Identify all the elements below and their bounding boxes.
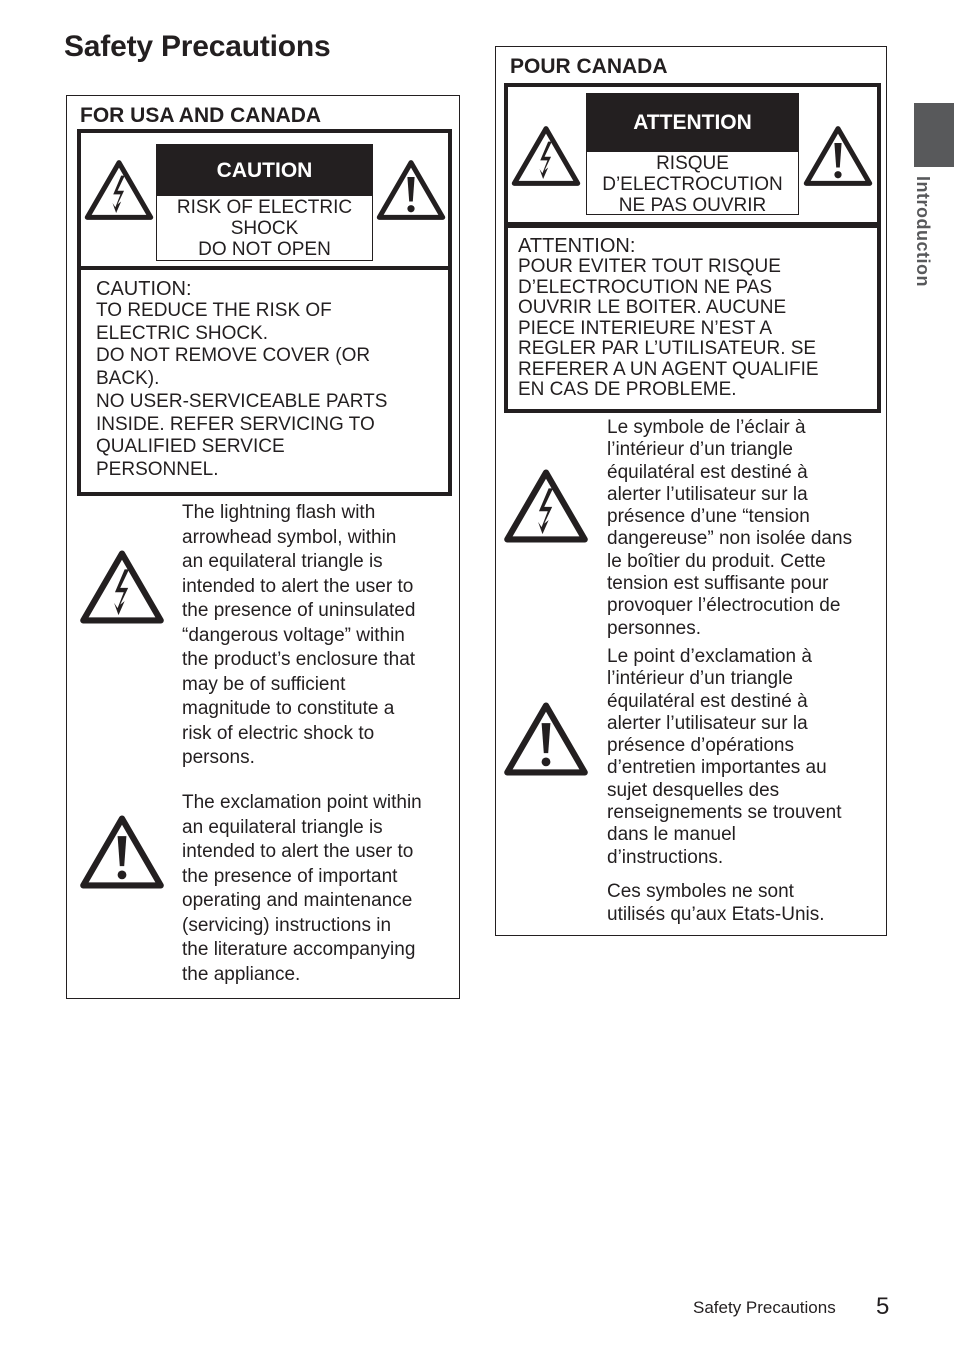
caution-line: ELECTRIC SHOCK. bbox=[96, 322, 269, 344]
text-line: d’instructions. bbox=[607, 846, 724, 868]
canada-label-text bbox=[587, 152, 798, 216]
text-line: persons. bbox=[182, 747, 255, 768]
text-line: intended to alert the user to bbox=[182, 841, 414, 862]
text-line: sujet desquelles des bbox=[607, 779, 780, 801]
attention-line: EN CAS DE PROBLEME. bbox=[518, 379, 737, 400]
canada-attention-box bbox=[504, 222, 881, 413]
text-line: Le symbole de l’éclair à bbox=[607, 417, 806, 438]
usa-label-text bbox=[157, 196, 372, 260]
text-line: arrowhead symbol, within bbox=[182, 526, 397, 548]
text-line: The exclamation point within bbox=[182, 792, 422, 813]
text-line: (servicing) instructions in bbox=[182, 914, 392, 936]
usa-exclamation-description bbox=[182, 791, 452, 987]
lightning-warning-icon bbox=[78, 547, 166, 627]
text-line: Ces symboles ne sont bbox=[607, 881, 794, 902]
canada-lightning-description bbox=[607, 417, 879, 640]
text-line: l’intérieur d’un triangle bbox=[607, 439, 793, 461]
label-line: RISQUE bbox=[656, 153, 729, 174]
text-line: Le point d’exclamation à bbox=[607, 646, 812, 667]
text-line: alerter l’utilisateur sur la bbox=[607, 712, 808, 734]
attention-line: D’ELECTROCUTION NE PAS bbox=[518, 276, 773, 298]
caution-line: TO REDUCE THE RISK OF bbox=[96, 300, 332, 321]
caution-line: INSIDE. REFER SERVICING TO bbox=[96, 413, 375, 435]
caution-line: BACK). bbox=[96, 368, 160, 390]
footer-section-label: Safety Precautions bbox=[693, 1298, 836, 1317]
label-line: D’ELECTROCUTION bbox=[602, 174, 783, 195]
text-line: équilatéral est destiné à bbox=[607, 461, 808, 483]
lightning-warning-icon bbox=[502, 466, 590, 546]
text-line: magnitude to constitute a bbox=[182, 698, 395, 719]
usa-label-plate bbox=[156, 144, 373, 261]
caution-line: PERSONNEL. bbox=[96, 458, 219, 480]
text-line: équilatéral est destiné à bbox=[607, 690, 808, 712]
label-line: DO NOT OPEN bbox=[198, 239, 331, 260]
text-line: an equilateral triangle is bbox=[182, 816, 383, 838]
text-line: the product’s enclosure that bbox=[182, 649, 416, 670]
exclamation-warning-icon bbox=[78, 812, 166, 892]
text-line: provoquer l’électrocution de bbox=[607, 595, 841, 617]
text-line: le boîtier du produit. Cette bbox=[607, 550, 826, 572]
caution-title: CAUTION: bbox=[96, 278, 192, 300]
attention-title: ATTENTION: bbox=[518, 235, 636, 257]
text-line: operating and maintenance bbox=[182, 890, 413, 911]
exclamation-warning-icon bbox=[802, 124, 874, 188]
attention-line: OUVRIR LE BOITER. AUCUNE bbox=[518, 297, 787, 318]
text-line: the presence of uninsulated bbox=[182, 600, 416, 621]
text-line: dangereuse” non isolée dans bbox=[607, 528, 853, 550]
text-line: The lightning flash with bbox=[182, 502, 376, 523]
usa-label-heading: CAUTION bbox=[157, 145, 372, 196]
text-line: an equilateral triangle is bbox=[182, 551, 383, 572]
caution-line: NO USER-SERVICEABLE PARTS bbox=[96, 390, 388, 412]
text-line: the literature accompanying bbox=[182, 939, 416, 960]
page-number: 5 bbox=[876, 1293, 890, 1320]
canada-label-heading: ATTENTION bbox=[587, 94, 798, 152]
section-tab-marker bbox=[914, 103, 954, 167]
attention-line: REFERER A UN AGENT QUALIFIE bbox=[518, 358, 819, 380]
usa-section-heading: FOR USA AND CANADA bbox=[80, 104, 322, 127]
attention-line: POUR EVITER TOUT RISQUE bbox=[518, 256, 781, 277]
usa-caution-box bbox=[77, 266, 452, 496]
attention-body bbox=[518, 257, 877, 401]
lightning-warning-icon bbox=[510, 124, 582, 188]
canada-usage-note bbox=[607, 880, 879, 926]
exclamation-warning-icon bbox=[375, 158, 447, 222]
page-title: Safety Precautions bbox=[64, 30, 331, 63]
canada-label-plate bbox=[586, 93, 799, 215]
text-line: alerter l’utilisateur sur la bbox=[607, 483, 808, 505]
text-line: risk of electric shock to bbox=[182, 722, 375, 744]
canada-exclamation-description bbox=[607, 646, 879, 869]
text-line: renseignements se trouvent bbox=[607, 802, 842, 824]
attention-line: REGLER PAR L’UTILISATEUR. SE bbox=[518, 338, 817, 359]
text-line: “dangerous voltage” within bbox=[182, 624, 405, 646]
section-tab-label: Introduction bbox=[913, 176, 933, 287]
usa-lightning-description bbox=[182, 501, 452, 771]
caution-line: QUALIFIED SERVICE bbox=[96, 436, 285, 458]
text-line: personnes. bbox=[607, 617, 702, 639]
text-line: intended to alert the user to bbox=[182, 575, 414, 597]
label-line: RISK OF ELECTRIC bbox=[176, 197, 353, 218]
text-line: utilisés qu’aux Etats-Unis. bbox=[607, 904, 825, 925]
text-line: the presence of important bbox=[182, 865, 398, 887]
text-line: the appliance. bbox=[182, 963, 301, 985]
lightning-warning-icon bbox=[83, 158, 155, 222]
text-line: présence d’opérations bbox=[607, 735, 794, 757]
label-line: SHOCK bbox=[230, 218, 299, 239]
caution-line: DO NOT REMOVE COVER (OR bbox=[96, 345, 371, 367]
text-line: l’intérieur d’un triangle bbox=[607, 668, 793, 690]
text-line: may be of sufficient bbox=[182, 673, 346, 695]
text-line: présence d’une “tension bbox=[607, 506, 810, 528]
exclamation-warning-icon bbox=[502, 699, 590, 779]
label-line: NE PAS OUVRIR bbox=[618, 195, 767, 216]
text-line: d’entretien importantes au bbox=[607, 757, 827, 779]
attention-line: PIECE INTERIEURE N’EST A bbox=[518, 317, 773, 339]
text-line: dans le manuel bbox=[607, 824, 736, 846]
caution-body bbox=[96, 300, 448, 482]
canada-section-heading: POUR CANADA bbox=[510, 55, 668, 78]
text-line: tension est suffisante pour bbox=[607, 573, 829, 595]
